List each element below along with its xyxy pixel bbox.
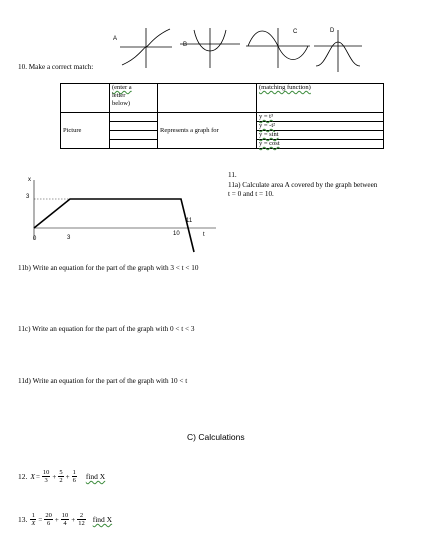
graph-label-a: A (113, 36, 118, 42)
q12-equals: = (35, 472, 40, 481)
q11-number: 11. (228, 171, 237, 179)
q11d-text: 11d) Write an equation for the part of the graph with 10 < t (18, 377, 188, 385)
represents-label: Represents a graph for (158, 113, 257, 149)
q12-number: 12. (18, 472, 28, 481)
graph-label-d: D (330, 28, 335, 34)
match-header-picture (61, 84, 110, 113)
match-header-represents (158, 84, 257, 113)
q11-x-tick-10: 10 (173, 231, 180, 237)
q11c-text: 11c) Write an equation for the part of the graph with 0 < t < 3 (18, 325, 195, 333)
q11-x-tick-11: 11 (186, 218, 193, 224)
function-option-4: y = cost (257, 140, 384, 149)
q11a-line1: 11a) Calculate area A covered by the graph between (228, 181, 378, 189)
picture-label: Picture (61, 113, 110, 149)
q13-find: find X (92, 515, 113, 524)
q12-find: find X (85, 472, 106, 481)
q11-x-tick-3: 3 (67, 235, 71, 241)
function-option-2: y = -t² (257, 122, 384, 131)
graph-d (314, 30, 362, 72)
match-header-enter: (enter a letter below) (110, 84, 158, 113)
graph-c (246, 28, 310, 68)
answer-cell-1[interactable] (110, 113, 158, 122)
graph-b (180, 28, 240, 68)
q13-equation: 13. $\frac{1}{X}$ = $\frac{20}{6}$ + $\frac{10}{4}$ + $\frac{2}{12}$ find X (18, 512, 113, 527)
q12-fraction-3: $\frac{1}{6}$ (72, 469, 76, 484)
q11-y-axis-label: x (28, 177, 31, 183)
q12-fraction-1: $\frac{10}{3}$ (42, 469, 50, 484)
q11-y-tick: 3 (26, 194, 30, 200)
q10-prompt: 10. Make a correct match: (18, 63, 94, 71)
section-c-heading: C) Calculations (187, 432, 245, 442)
answer-cell-3[interactable] (110, 131, 158, 140)
function-graphs (110, 20, 365, 80)
q11a-line2: t = 0 and t = 10. (228, 190, 274, 198)
q13-fraction-0: $\frac{1}{X}$ (31, 512, 36, 527)
q12-equation: 12. X = $\frac{10}{3}$ + $\frac{5}{2}$ + $\frac{1}{6}$ find X (18, 469, 106, 484)
match-table (60, 83, 384, 149)
q13-fraction-1: $\frac{20}{6}$ (45, 512, 52, 527)
q11-graph (20, 170, 220, 255)
q11-function-line (34, 199, 194, 252)
q11b-text: 11b) Write an equation for the part of the graph with 3 < t < 10 (18, 264, 199, 272)
answer-cell-4[interactable] (110, 140, 158, 149)
graph-label-c: C (293, 29, 298, 35)
q13-fraction-3: $\frac{2}{12}$ (78, 512, 85, 527)
match-header-matching: (matching function) (257, 84, 384, 113)
answer-cell-2[interactable] (110, 122, 158, 131)
q13-number: 13. (18, 515, 28, 524)
q13-fraction-2: $\frac{10}{4}$ (61, 512, 69, 527)
graph-a (120, 28, 172, 68)
function-option-3: y = sint (257, 131, 384, 140)
q11-x-axis-label: t (203, 232, 205, 238)
function-option-1: y = t³ (257, 113, 384, 122)
q11-x-tick-0: 0 (33, 236, 37, 242)
graph-label-b: B (183, 42, 188, 48)
q12-var: X (30, 472, 35, 481)
q12-fraction-2: $\frac{5}{2}$ (59, 469, 63, 484)
